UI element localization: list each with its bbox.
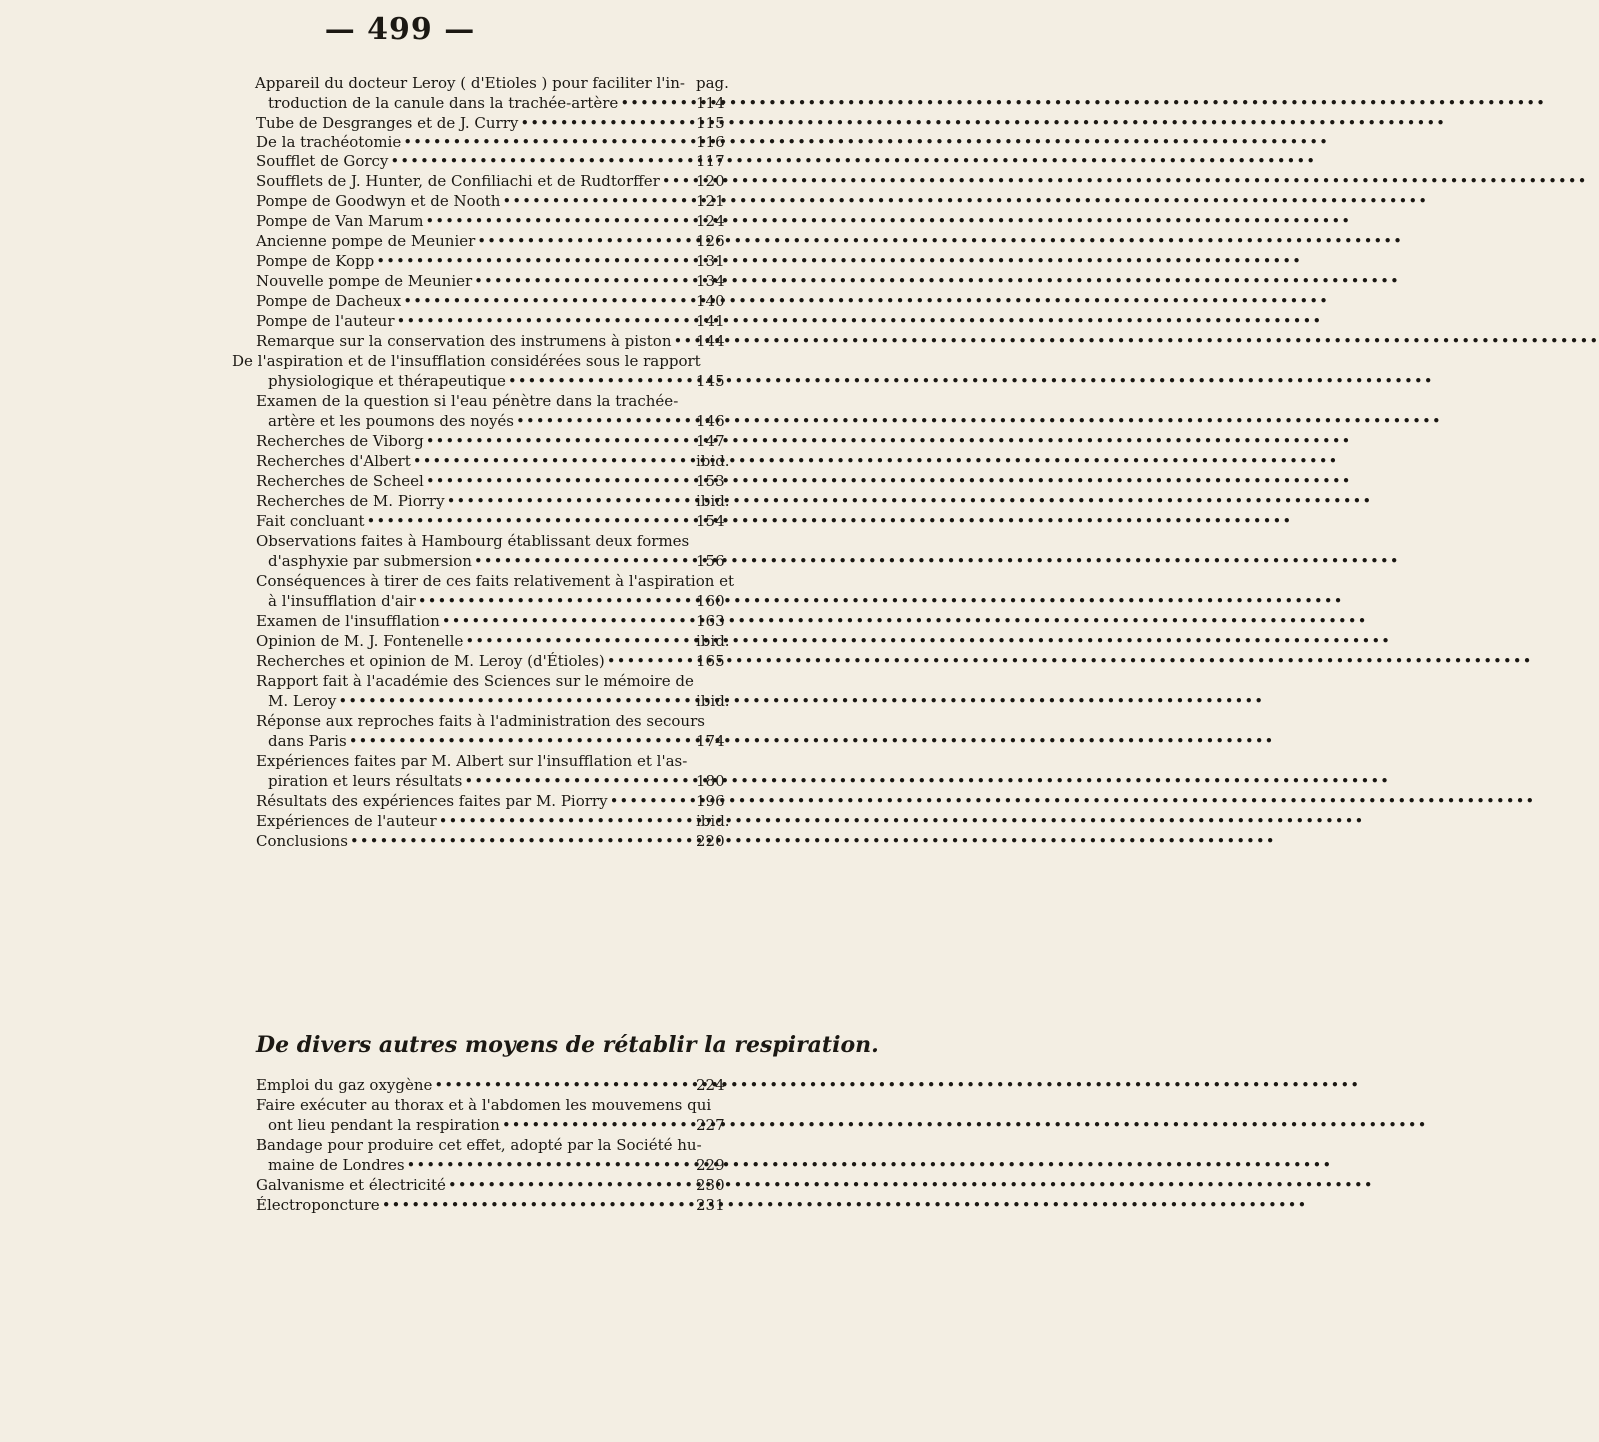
toc-page-ref: 114 — [696, 94, 725, 112]
toc-page-ref: 146 — [696, 412, 725, 430]
toc-entry-line: Soufflet de Gorcy ••••• — [256, 152, 686, 171]
toc-entry-line: Recherches de Viborg ••••• — [256, 432, 686, 451]
toc-page-ref: 230 — [696, 1176, 725, 1194]
toc-entry-line: Pompe de l'auteur ••••• — [256, 312, 686, 331]
toc-entry-line: Nouvelle pompe de Meunier ••••• — [256, 272, 686, 291]
toc-entry-line: artère et les poumons des noyés ••••• — [268, 412, 686, 431]
toc-entry-line: Fait concluant ••••• — [256, 512, 686, 531]
toc-entry-line: Résultats des expériences faites par M. Piorry ••••• — [256, 792, 686, 811]
toc-entry-line: Expériences de l'auteur ••••• — [256, 812, 686, 831]
toc-entry-line: Examen de la question si l'eau pénètre dans la trachée- — [256, 392, 679, 410]
toc-page-ref: 174 — [696, 732, 725, 750]
toc-entry-line: Galvanisme et électricité ••••• — [256, 1176, 686, 1195]
toc-entry-line: Recherches de M. Piorry ••••• — [256, 492, 686, 511]
toc-entry-line: Recherches d'Albert ••••• — [256, 452, 686, 471]
toc-entry-line: Conclusions ••••• — [256, 832, 686, 851]
toc-entry-line: Observations faites à Hambourg établissant deux formes — [256, 532, 690, 550]
toc-entry-line: ont lieu pendant la respiration ••••• — [268, 1116, 686, 1135]
toc-entry-line: Recherches de Scheel ••••• — [256, 472, 686, 491]
toc-entry-line: Emploi du gaz oxygène ••••• — [256, 1076, 686, 1095]
toc-page-ref: 117 — [696, 152, 725, 170]
toc-entry-line: Opinion de M. J. Fontenelle ••••• — [256, 632, 686, 651]
toc-entry-line: maine de Londres ••••• — [268, 1156, 686, 1175]
toc-entry-line: physiologique et thérapeutique ••••• — [268, 372, 686, 391]
toc-page-ref: ibid. — [696, 452, 730, 470]
toc-entry-line: Recherches et opinion de M. Leroy (d'Étioles) ••••• — [256, 652, 686, 671]
toc-page-ref: 134 — [696, 272, 725, 290]
toc-page-ref: 126 — [696, 232, 725, 250]
toc-entry-line: Réponse aux reproches faits à l'administration des secours — [256, 712, 705, 730]
toc-entry-line: Rapport fait à l'académie des Sciences sur le mémoire de — [256, 672, 694, 690]
toc-page-ref: 124 — [696, 212, 725, 230]
toc-entry-line: dans Paris ••••• — [268, 732, 686, 751]
toc-page-ref: 180 — [696, 772, 725, 790]
toc-page-ref: 120 — [696, 172, 725, 190]
toc-page-ref: 131 — [696, 252, 725, 270]
section-title: De divers autres moyens de rétablir la respiration. — [256, 1032, 879, 1058]
toc-page-ref: 147 — [696, 432, 725, 450]
toc-entry-line: M. Leroy ••••• — [268, 692, 686, 711]
toc-page-ref: 153 — [696, 472, 725, 490]
page-number: — 499 — — [324, 12, 476, 47]
toc-page-ref: ibid. — [696, 692, 730, 710]
toc-entry-line: Soufflets de J. Hunter, de Confiliachi et de Rudtorffer ••••• — [256, 172, 686, 191]
toc-entry-line: Appareil du docteur Leroy ( d'Etioles ) pour faciliter l'in- — [255, 74, 685, 92]
toc-entry-line: Tube de Desgranges et de J. Curry ••••• — [256, 114, 686, 133]
toc-page-ref: 121 — [696, 192, 725, 210]
toc-page-ref: 145 — [696, 372, 725, 390]
toc-page-ref: 220 — [696, 832, 725, 850]
toc-page-ref: 144 — [696, 332, 725, 350]
toc-page-ref: 115 — [696, 114, 725, 132]
toc-page-ref: 229 — [696, 1156, 725, 1174]
toc-entry-line: à l'insufflation d'air ••••• — [268, 592, 686, 611]
toc-entry-line: Pompe de Goodwyn et de Nooth ••••• — [256, 192, 686, 211]
page-label: pag. — [696, 74, 729, 92]
toc-entry-line: Pompe de Van Marum ••••• — [256, 212, 686, 231]
toc-page-ref: 231 — [696, 1196, 725, 1214]
toc-page-ref: ibid. — [696, 632, 730, 650]
toc-entry-line: piration et leurs résultats ••••• — [268, 772, 686, 791]
toc-entry-line: Examen de l'insufflation ••••• — [256, 612, 686, 631]
toc-page-ref: 165 — [696, 652, 725, 670]
toc-entry-line: Remarque sur la conservation des instrumens à piston ••••• — [256, 332, 686, 351]
toc-entry-line: d'asphyxie par submersion ••••• — [268, 552, 686, 571]
toc-page-ref: 154 — [696, 512, 725, 530]
toc-entry-line: troduction de la canule dans la trachée-artère ••••• — [268, 94, 686, 113]
toc-entry-line: Pompe de Kopp ••••• — [256, 252, 686, 271]
toc-page-ref: ibid. — [696, 812, 730, 830]
toc-page-ref: 141 — [696, 312, 725, 330]
toc-page-ref: 140 — [696, 292, 725, 310]
toc-entry-line: Pompe de Dacheux ••••• — [256, 292, 686, 311]
toc-entry-line: Ancienne pompe de Meunier ••••• — [256, 232, 686, 251]
toc-page-ref: 227 — [696, 1116, 725, 1134]
toc-page-ref: 156 — [696, 552, 725, 570]
toc-entry-line: De l'aspiration et de l'insufflation considérées sous le rapport — [232, 352, 701, 370]
toc-page-ref: 224 — [696, 1076, 725, 1094]
toc-page-ref: 160 — [696, 592, 725, 610]
toc-entry-line: Électroponcture ••••• — [256, 1196, 686, 1215]
toc-entry-line: Conséquences à tirer de ces faits relativement à l'aspiration et — [256, 572, 735, 590]
toc-page-ref: 196 — [696, 792, 725, 810]
toc-page-ref: 163 — [696, 612, 725, 630]
toc-entry-line: Bandage pour produire cet effet, adopté par la Société hu- — [256, 1136, 702, 1154]
toc-entry-line: Expériences faites par M. Albert sur l'insufflation et l'as- — [256, 752, 688, 770]
toc-page-ref: 116 — [696, 133, 725, 151]
toc-entry-line: De la trachéotomie ••••• — [256, 133, 686, 152]
toc-entry-line: Faire exécuter au thorax et à l'abdomen les mouvemens qui — [256, 1096, 712, 1114]
toc-page-ref: ibid. — [696, 492, 730, 510]
